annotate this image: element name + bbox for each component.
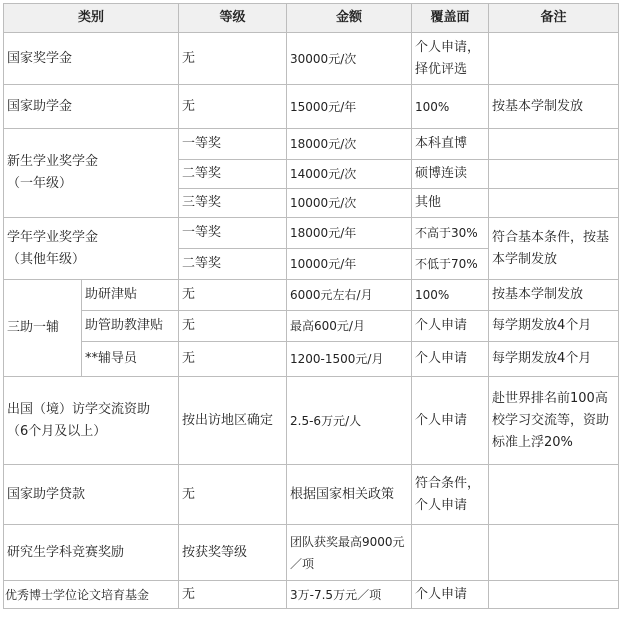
table-row xyxy=(4,311,619,342)
category-cell: 国家助学贷款 xyxy=(4,465,179,525)
table-row xyxy=(4,218,619,249)
coverage-cell: 不高于30% xyxy=(412,218,489,249)
level-cell: 按出访地区确定 xyxy=(179,377,287,465)
amount-cell: 6000元左右/月 xyxy=(287,280,412,311)
coverage-cell: 个人申请， 择优评选 xyxy=(412,33,489,85)
header-amount: 金额 xyxy=(287,4,412,33)
table-row xyxy=(4,342,619,377)
note-cell xyxy=(489,189,619,218)
amount-cell: 18000元/年 xyxy=(287,218,412,249)
amount-cell: 3万-7.5万元／项 xyxy=(287,581,412,609)
category-cell: 三助一辅 xyxy=(4,280,82,377)
subcategory-cell: 助管助教津贴 xyxy=(82,311,179,342)
table-row xyxy=(4,525,619,581)
subcategory-cell: **辅导员 xyxy=(82,342,179,377)
level-cell: 无 xyxy=(179,342,287,377)
table-row xyxy=(4,581,619,609)
amount-cell: 10000元/年 xyxy=(287,249,412,280)
category-cell: 新生学业奖学金 （一年级） xyxy=(4,129,179,218)
amount-cell: 1200-1500元/月 xyxy=(287,342,412,377)
header-note: 备注 xyxy=(489,4,619,33)
coverage-cell xyxy=(412,525,489,581)
header-level: 等级 xyxy=(179,4,287,33)
category-cell: 出国（境）访学交流资助 （6个月及以上） xyxy=(4,377,179,465)
amount-cell: 18000元/次 xyxy=(287,129,412,160)
coverage-cell: 100% xyxy=(412,85,489,129)
coverage-cell: 符合条件， 个人申请 xyxy=(412,465,489,525)
level-cell: 二等奖 xyxy=(179,160,287,189)
header-coverage: 覆盖面 xyxy=(412,4,489,33)
level-cell: 一等奖 xyxy=(179,129,287,160)
level-cell: 二等奖 xyxy=(179,249,287,280)
note-cell xyxy=(489,160,619,189)
amount-cell: 15000元/年 xyxy=(287,85,412,129)
level-cell: 一等奖 xyxy=(179,218,287,249)
level-cell: 按获奖等级 xyxy=(179,525,287,581)
coverage-cell: 个人申请 xyxy=(412,581,489,609)
amount-cell: 2.5-6万元/人 xyxy=(287,377,412,465)
category-cell: 学年学业奖学金 （其他年级） xyxy=(4,218,179,280)
funding-table xyxy=(3,3,619,609)
level-cell: 无 xyxy=(179,465,287,525)
note-cell: 按基本学制发放 xyxy=(489,85,619,129)
note-cell: 按基本学制发放 xyxy=(489,280,619,311)
table-row xyxy=(4,33,619,85)
table-row xyxy=(4,129,619,160)
level-cell: 三等奖 xyxy=(179,189,287,218)
amount-cell: 最高600元/月 xyxy=(287,311,412,342)
note-cell xyxy=(489,465,619,525)
coverage-cell: 不低于70% xyxy=(412,249,489,280)
category-cell: 优秀博士学位论文培育基金 xyxy=(4,581,179,609)
category-cell: 国家奖学金 xyxy=(4,33,179,85)
amount-cell: 30000元/次 xyxy=(287,33,412,85)
note-cell: 赴世界排名前100高校学习交流等，资助标准上浮20% xyxy=(489,377,619,465)
coverage-cell: 其他 xyxy=(412,189,489,218)
level-cell: 无 xyxy=(179,311,287,342)
note-cell: 每学期发放4个月 xyxy=(489,311,619,342)
amount-cell: 根据国家相关政策 xyxy=(287,465,412,525)
coverage-cell: 本科直博 xyxy=(412,129,489,160)
coverage-cell: 个人申请 xyxy=(412,311,489,342)
note-cell xyxy=(489,525,619,581)
level-cell: 无 xyxy=(179,581,287,609)
level-cell: 无 xyxy=(179,33,287,85)
coverage-cell: 硕博连读 xyxy=(412,160,489,189)
coverage-cell: 100% xyxy=(412,280,489,311)
table-row xyxy=(4,280,619,311)
level-cell: 无 xyxy=(179,280,287,311)
category-cell: 国家助学金 xyxy=(4,85,179,129)
note-cell: 符合基本条件，按基本学制发放 xyxy=(489,218,619,280)
table-row xyxy=(4,465,619,525)
note-cell xyxy=(489,129,619,160)
note-cell: 每学期发放4个月 xyxy=(489,342,619,377)
table-row xyxy=(4,85,619,129)
header-category: 类别 xyxy=(4,4,179,33)
amount-cell: 10000元/次 xyxy=(287,189,412,218)
category-cell: 研究生学科竞赛奖励 xyxy=(4,525,179,581)
table-row xyxy=(4,377,619,465)
level-cell: 无 xyxy=(179,85,287,129)
note-cell xyxy=(489,581,619,609)
note-cell xyxy=(489,33,619,85)
amount-cell: 团队获奖最高9000元／项 xyxy=(287,525,412,581)
coverage-cell: 个人申请 xyxy=(412,377,489,465)
header-row xyxy=(4,4,619,33)
coverage-cell: 个人申请 xyxy=(412,342,489,377)
amount-cell: 14000元/次 xyxy=(287,160,412,189)
subcategory-cell: 助研津贴 xyxy=(82,280,179,311)
